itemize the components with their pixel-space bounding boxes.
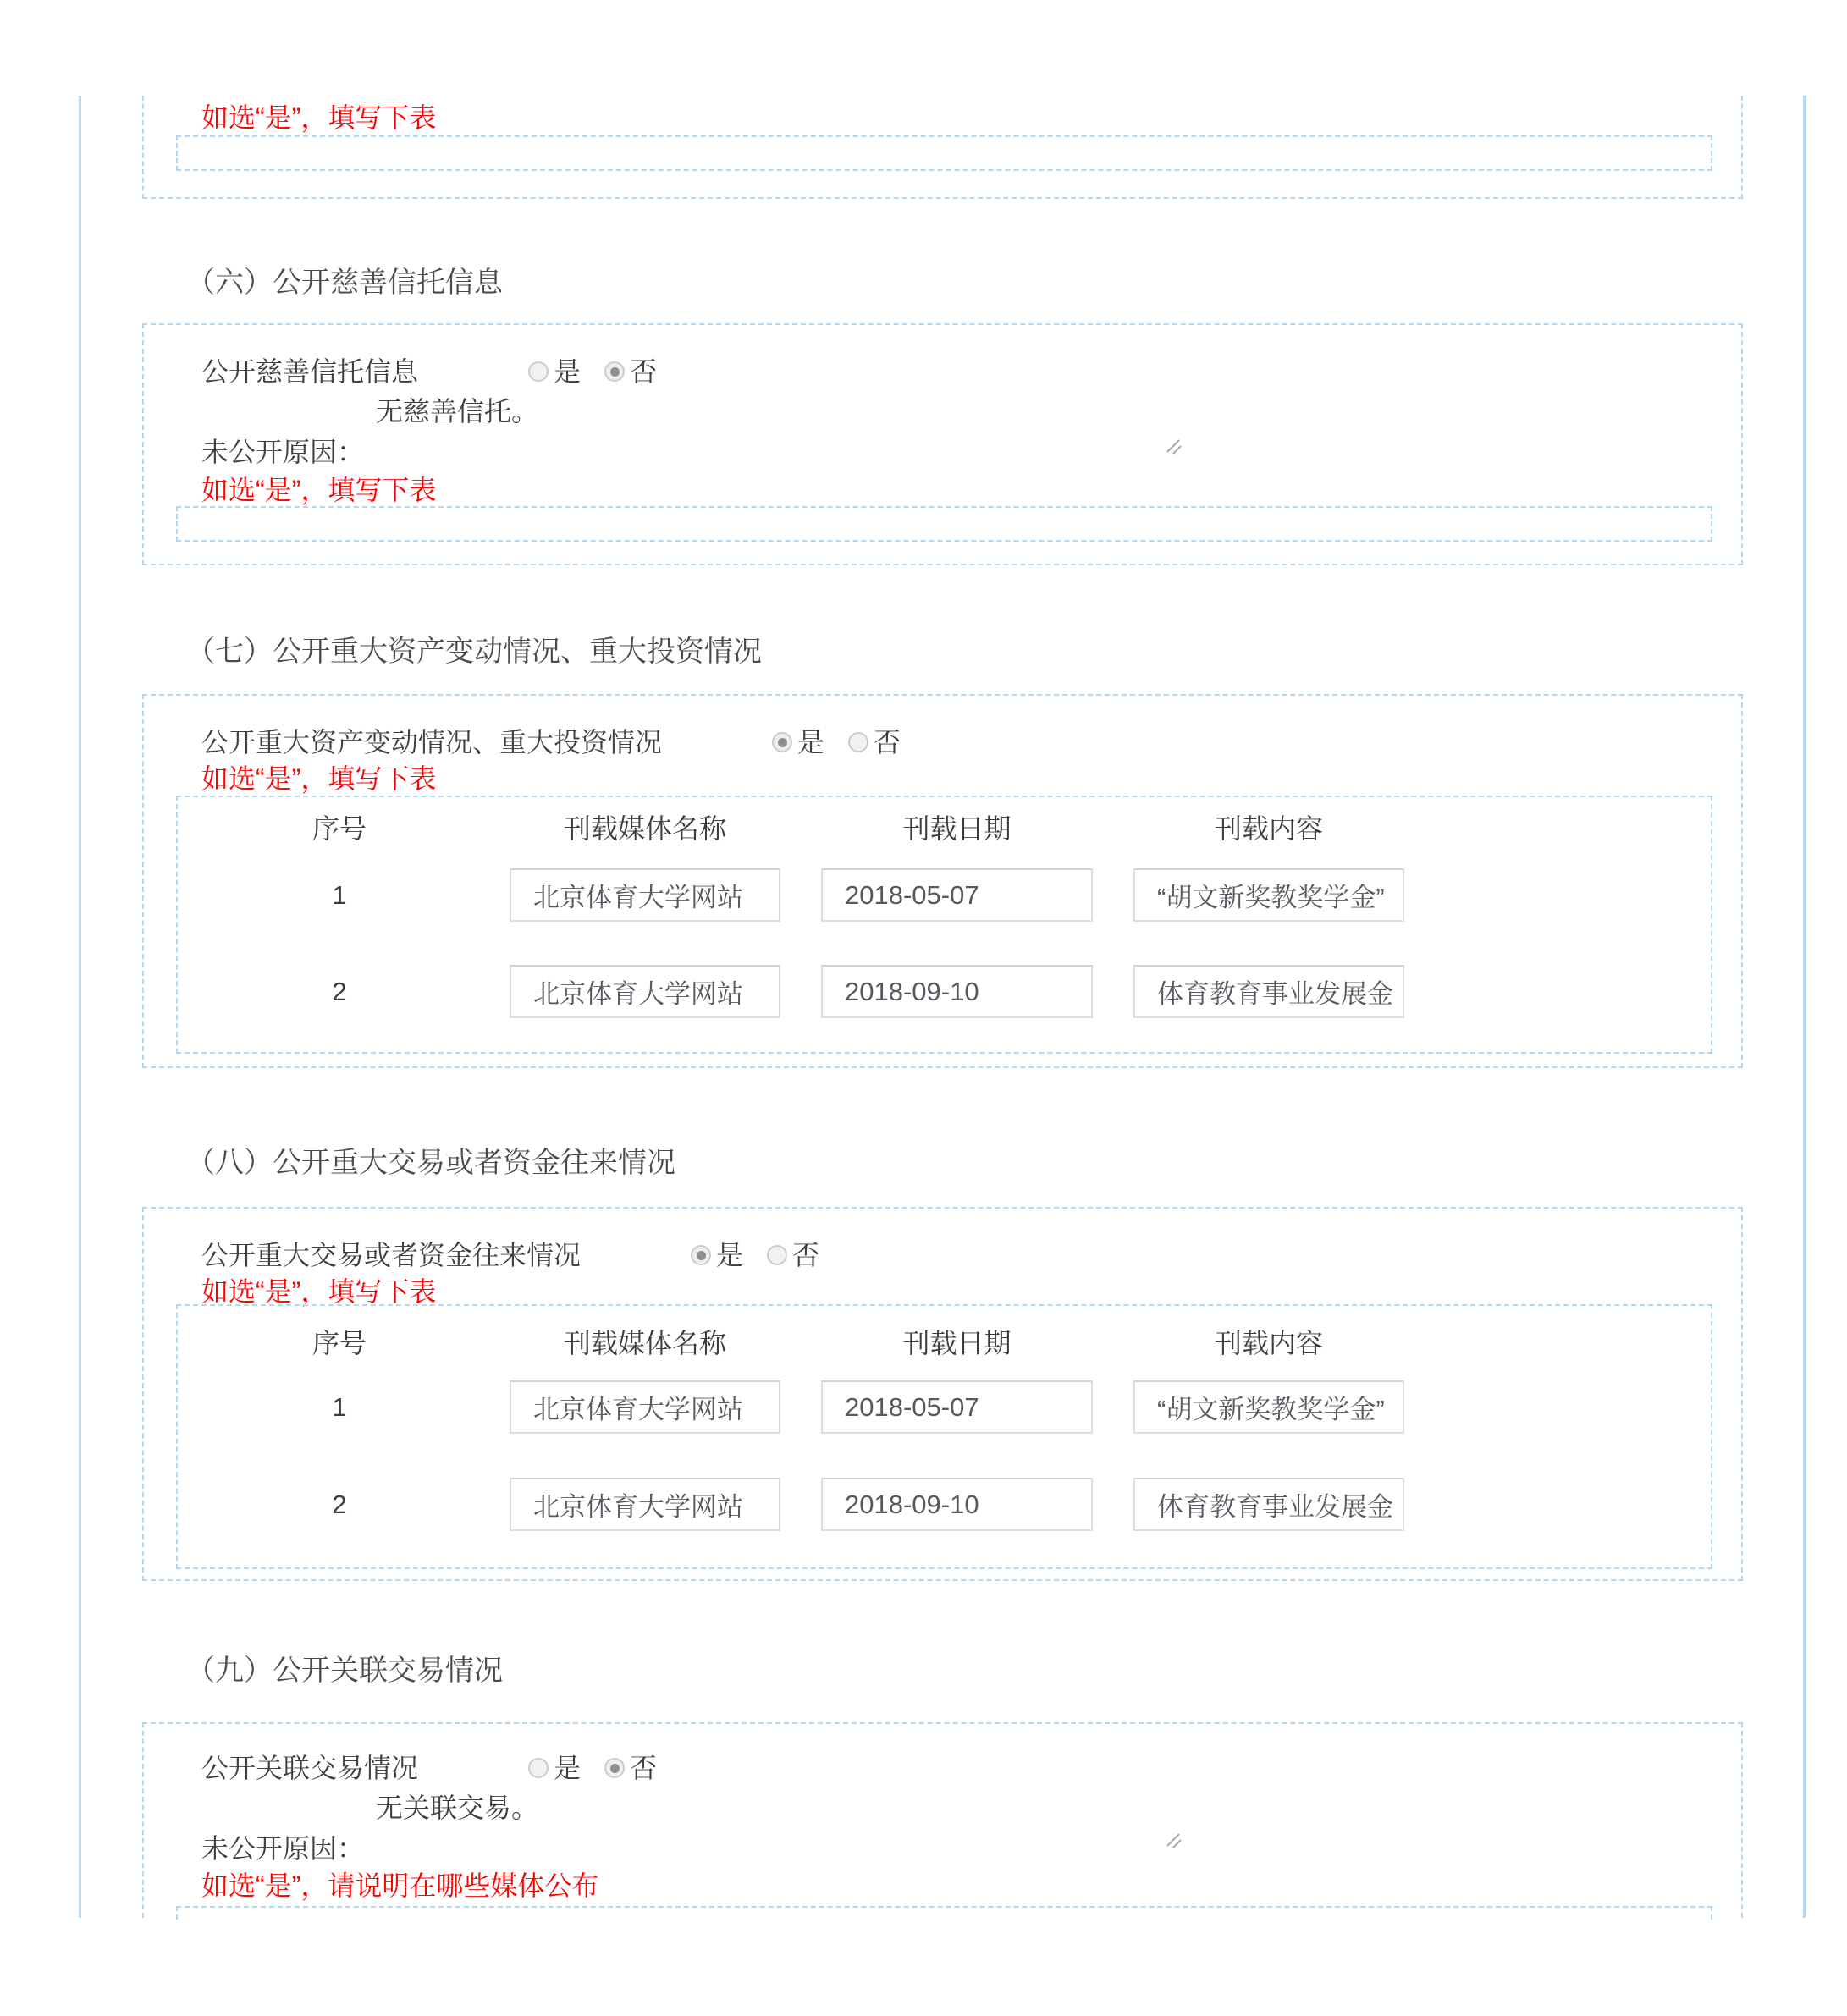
resize-grip-icon[interactable]: [1165, 438, 1183, 456]
media-hint: 如选“是”，请说明在哪些媒体公布: [201, 1870, 599, 1901]
section-7-box: [142, 694, 1743, 1068]
row-index: 2: [332, 977, 347, 1006]
section-9-question-label: 公开关联交易情况: [201, 1753, 419, 1783]
radio-yes[interactable]: [772, 732, 792, 752]
radio-no[interactable]: [604, 361, 625, 382]
col-header-content: 刊载内容: [1214, 813, 1323, 844]
section-6-radio-group: [528, 353, 681, 390]
empty-table-placeholder: [176, 506, 1712, 542]
section-6-title: （六）公开慈善信托信息: [186, 267, 503, 299]
table-row: [178, 1478, 1711, 1531]
radio-yes-label: 是: [554, 356, 582, 387]
section-7-title: （七）公开重大资产变动情况、重大投资情况: [186, 636, 762, 668]
col-header-content: 刊载内容: [1214, 1328, 1323, 1358]
col-header-media: 刊载媒体名称: [563, 1328, 726, 1358]
table-row: [178, 965, 1711, 1018]
section-8-question-label: 公开重大交易或者资金往来情况: [201, 1240, 582, 1270]
publish-content-input[interactable]: [1133, 1380, 1404, 1434]
radio-yes[interactable]: [691, 1245, 711, 1265]
radio-yes-label: 是: [797, 727, 825, 757]
fill-table-hint: 如选“是”，填写下表: [201, 102, 437, 133]
section-8-question-row: [201, 1237, 843, 1274]
media-name-input[interactable]: [510, 1380, 780, 1434]
section-7-radio-group: [772, 724, 924, 761]
section-8-radio-group: [691, 1237, 843, 1274]
radio-no-label: 否: [630, 356, 658, 387]
radio-yes-label: 是: [554, 1753, 582, 1783]
table-row: [178, 868, 1711, 922]
fill-table-hint: 如选“是”，填写下表: [201, 763, 437, 794]
table-row: [178, 1380, 1711, 1434]
radio-yes[interactable]: [528, 1758, 549, 1778]
reason-textarea[interactable]: [508, 409, 1183, 456]
publish-content-input[interactable]: [1133, 1478, 1404, 1531]
section-7-question-label: 公开重大资产变动情况、重大投资情况: [201, 727, 663, 757]
section-9-reason-label: 未公开原因：: [201, 1833, 365, 1864]
publish-content-input[interactable]: [1133, 965, 1404, 1018]
section-7-publication-table: [176, 796, 1712, 1054]
fill-table-hint: 如选“是”，填写下表: [201, 1276, 437, 1307]
empty-table-placeholder: [176, 135, 1712, 171]
section-6-reason-label: 未公开原因：: [201, 437, 365, 467]
section-6-question-label: 公开慈善信托信息: [201, 356, 419, 387]
section-9-box: [142, 1722, 1743, 1918]
radio-yes-label: 是: [716, 1240, 744, 1270]
section-9-question-row: [201, 1749, 681, 1787]
col-header-media: 刊载媒体名称: [563, 813, 726, 844]
publish-content-input[interactable]: [1133, 868, 1404, 922]
publish-date-input[interactable]: [821, 868, 1093, 922]
media-name-input[interactable]: [510, 868, 780, 922]
section-9-radio-group: [528, 1749, 681, 1787]
radio-no-label: 否: [630, 1753, 658, 1783]
radio-no[interactable]: [604, 1758, 625, 1778]
row-index: 1: [332, 880, 347, 910]
radio-no-label: 否: [874, 727, 901, 757]
media-name-input[interactable]: [510, 965, 780, 1018]
col-header-date: 刊载日期: [902, 813, 1012, 844]
col-header-date: 刊载日期: [902, 1328, 1012, 1358]
section-8-box: [142, 1207, 1743, 1581]
publish-date-input[interactable]: [821, 1380, 1093, 1434]
col-header-index: 序号: [312, 813, 367, 844]
media-name-input[interactable]: [510, 1478, 780, 1531]
row-index: 1: [332, 1392, 347, 1422]
resize-grip-icon[interactable]: [1165, 1831, 1183, 1850]
publish-date-input[interactable]: [821, 1478, 1093, 1531]
radio-no-label: 否: [792, 1240, 820, 1270]
row-index: 2: [332, 1490, 347, 1519]
section-7-question-row: [201, 724, 924, 761]
fill-table-hint: 如选“是”，填写下表: [201, 475, 437, 505]
section-8-publication-table: [176, 1304, 1712, 1569]
radio-no[interactable]: [767, 1245, 787, 1265]
col-header-index: 序号: [312, 1328, 367, 1358]
section-6-note: 无慈善信托。: [376, 396, 539, 427]
section-6-question-row: [201, 353, 681, 390]
radio-no[interactable]: [848, 732, 868, 752]
section-9-title: （九）公开关联交易情况: [186, 1655, 503, 1687]
radio-yes[interactable]: [528, 361, 549, 382]
section-6-box: [142, 323, 1743, 565]
section-top-partial-box: [142, 96, 1743, 199]
empty-table-placeholder: [176, 1906, 1712, 1920]
publish-date-input[interactable]: [821, 965, 1093, 1018]
section-8-title: （八）公开重大交易或者资金往来情况: [186, 1147, 675, 1179]
section-9-note: 无关联交易。: [376, 1793, 539, 1823]
reason-textarea[interactable]: [508, 1803, 1183, 1850]
